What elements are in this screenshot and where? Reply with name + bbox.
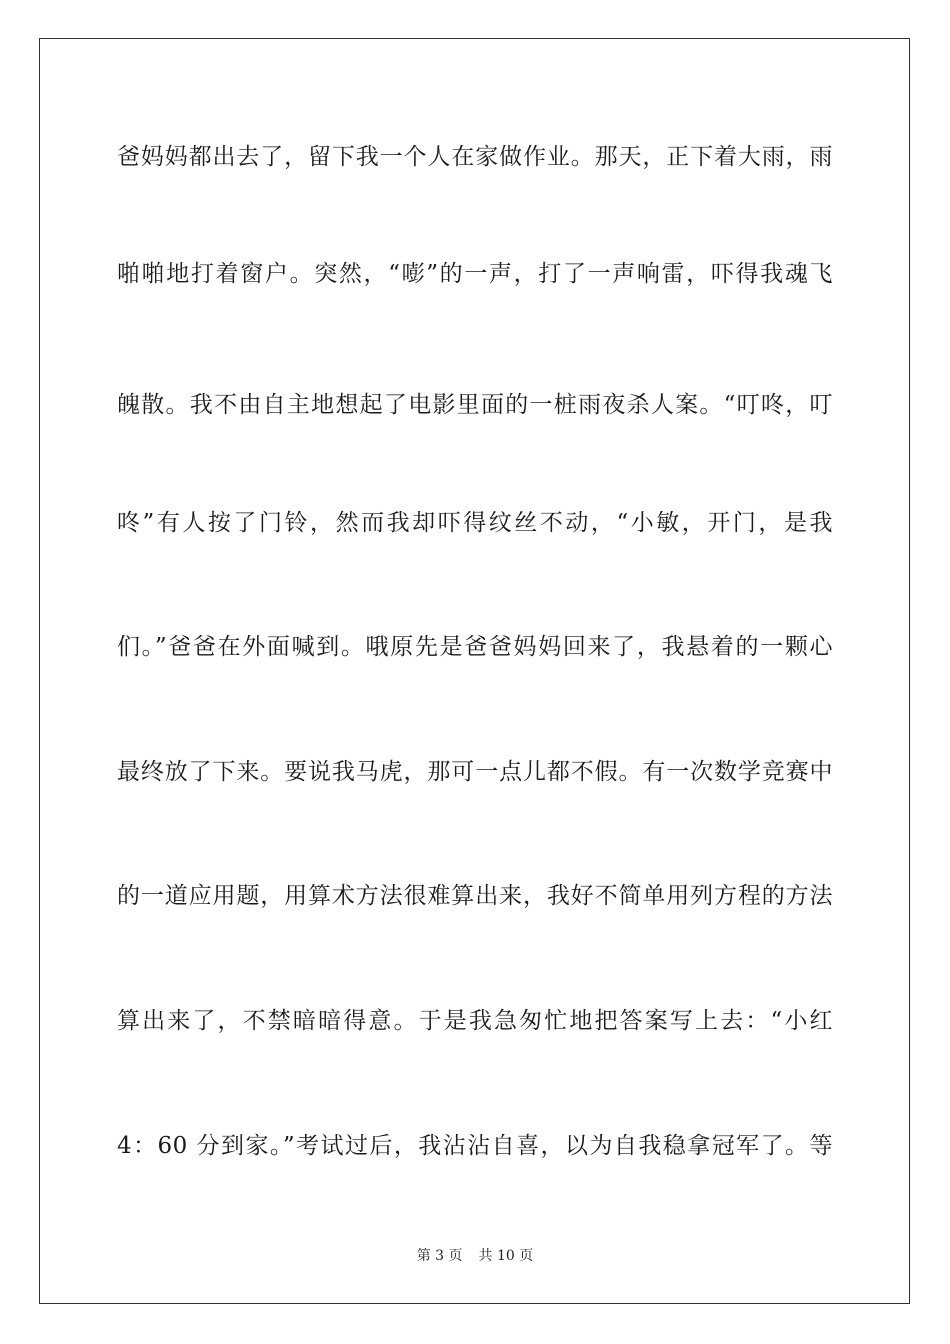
text-line: 魄散。我不由自主地想起了电影里面的一桩雨夜杀人案。“叮咚，叮 (117, 392, 833, 418)
page-footer (0, 1246, 950, 1266)
page-border (39, 38, 910, 1304)
page-number: 第 3 页 (416, 1248, 463, 1264)
total-pages: 共 10 页 (478, 1248, 534, 1264)
text-line: 啪啪地打着窗户。突然，“嘭”的一声，打了一声响雷，吓得我魂飞 (117, 261, 833, 287)
text-line: 咚”有人按了门铃，然而我却吓得纹丝不动，“小敏，开门，是我 (117, 510, 833, 536)
text-line: 的一道应用题，用算术方法很难算出来，我好不简单用列方程的方法 (117, 883, 833, 909)
text-line: 算出来了，不禁暗暗得意。于是我急匆忙地把答案写上去：“小红 (117, 1008, 833, 1034)
text-line: 爸妈妈都出去了，留下我一个人在家做作业。那天，正下着大雨，雨 (117, 144, 833, 170)
text-line: 最终放了下来。要说我马虎，那可一点儿都不假。有一次数学竞赛中 (117, 759, 833, 785)
text-line: 们。”爸爸在外面喊到。哦原先是爸爸妈妈回来了，我悬着的一颗心 (117, 634, 833, 660)
text-line: 4：60 分到家。”考试过后，我沾沾自喜，以为自我稳拿冠军了。等 (117, 1133, 833, 1159)
